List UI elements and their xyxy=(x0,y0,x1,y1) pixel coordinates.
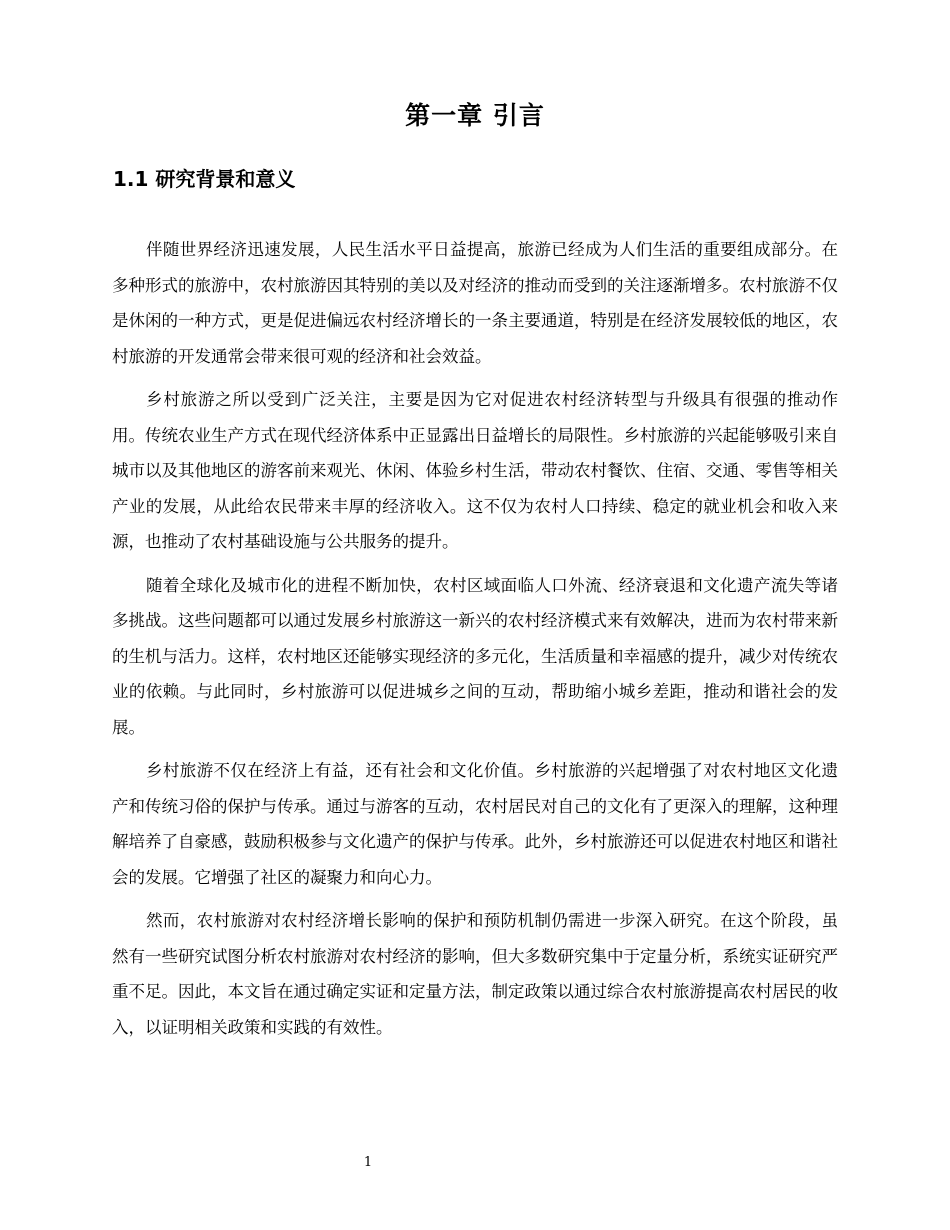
chapter-title: 第一章 引言 xyxy=(405,101,545,130)
paragraph: 乡村旅游不仅在经济上有益，还有社会和文化价值。乡村旅游的兴起增强了对农村地区文化遗产和传统习俗的保护与传承。通过与游客的互动，农村居民对自己的文化有了更深入的理解，这种理解培养了自豪感，鼓励积极参与文化遗产的保护与传承。此外，乡村旅游还可以促进农村地区和谐社会的发展。它增强了社区的凝聚力和向心力。 xyxy=(112,761,838,887)
paragraph: 然而，农村旅游对农村经济增长影响的保护和预防机制仍需进一步深入研究。在这个阶段，虽然有一些研究试图分析农村旅游对农村经济的影响，但大多数研究集中于定量分析，系统实证研究严重不足。因此，本文旨在通过确定实证和定量方法，制定政策以通过综合农村旅游提高农村居民的收入，以证明相关政策和实践的有效性。 xyxy=(112,911,838,1037)
paragraph: 伴随世界经济迅速发展，人民生活水平日益提高，旅游已经成为人们生活的重要组成部分。在多种形式的旅游中，农村旅游因其特别的美以及对经济的推动而受到的关注逐渐增多。农村旅游不仅是休闲的一种方式，更是促进偏远农村经济增长的一条主要通道，特别是在经济发展较低的地区，农村旅游的开发通常会带来很可观的经济和社会效益。 xyxy=(112,240,838,366)
paragraph: 随着全球化及城市化的进程不断加快，农村区域面临人口外流、经济衰退和文化遗产流失等诸多挑战。这些问题都可以通过发展乡村旅游这一新兴的农村经济模式来有效解决，进而为农村带来新的生机与活力。这样，农村地区还能够实现经济的多元化，生活质量和幸福感的提升，减少对传统农业的依赖。与此同时，乡村旅游可以促进城乡之间的互动，帮助缩小城乡差距，推动和谐社会的发展。 xyxy=(112,575,838,737)
body-text xyxy=(112,232,838,1053)
section-title: 1.1 研究背景和意义 xyxy=(113,167,296,191)
page-number: 1 xyxy=(363,1155,373,1170)
paragraph: 乡村旅游之所以受到广泛关注，主要是因为它对促进农村经济转型与升级具有很强的推动作用。传统农业生产方式在现代经济体系中正显露出日益增长的局限性。乡村旅游的兴起能够吸引来自城市以及其他地区的游客前来观光、休闲、体验乡村生活，带动农村餐饮、住宿、交通、零售等相关产业的发展，从此给农民带来丰厚的经济收入。这不仅为农村人口持续、稳定的就业机会和收入来源，也推动了农村基础设施与公共服务的提升。 xyxy=(112,390,838,551)
